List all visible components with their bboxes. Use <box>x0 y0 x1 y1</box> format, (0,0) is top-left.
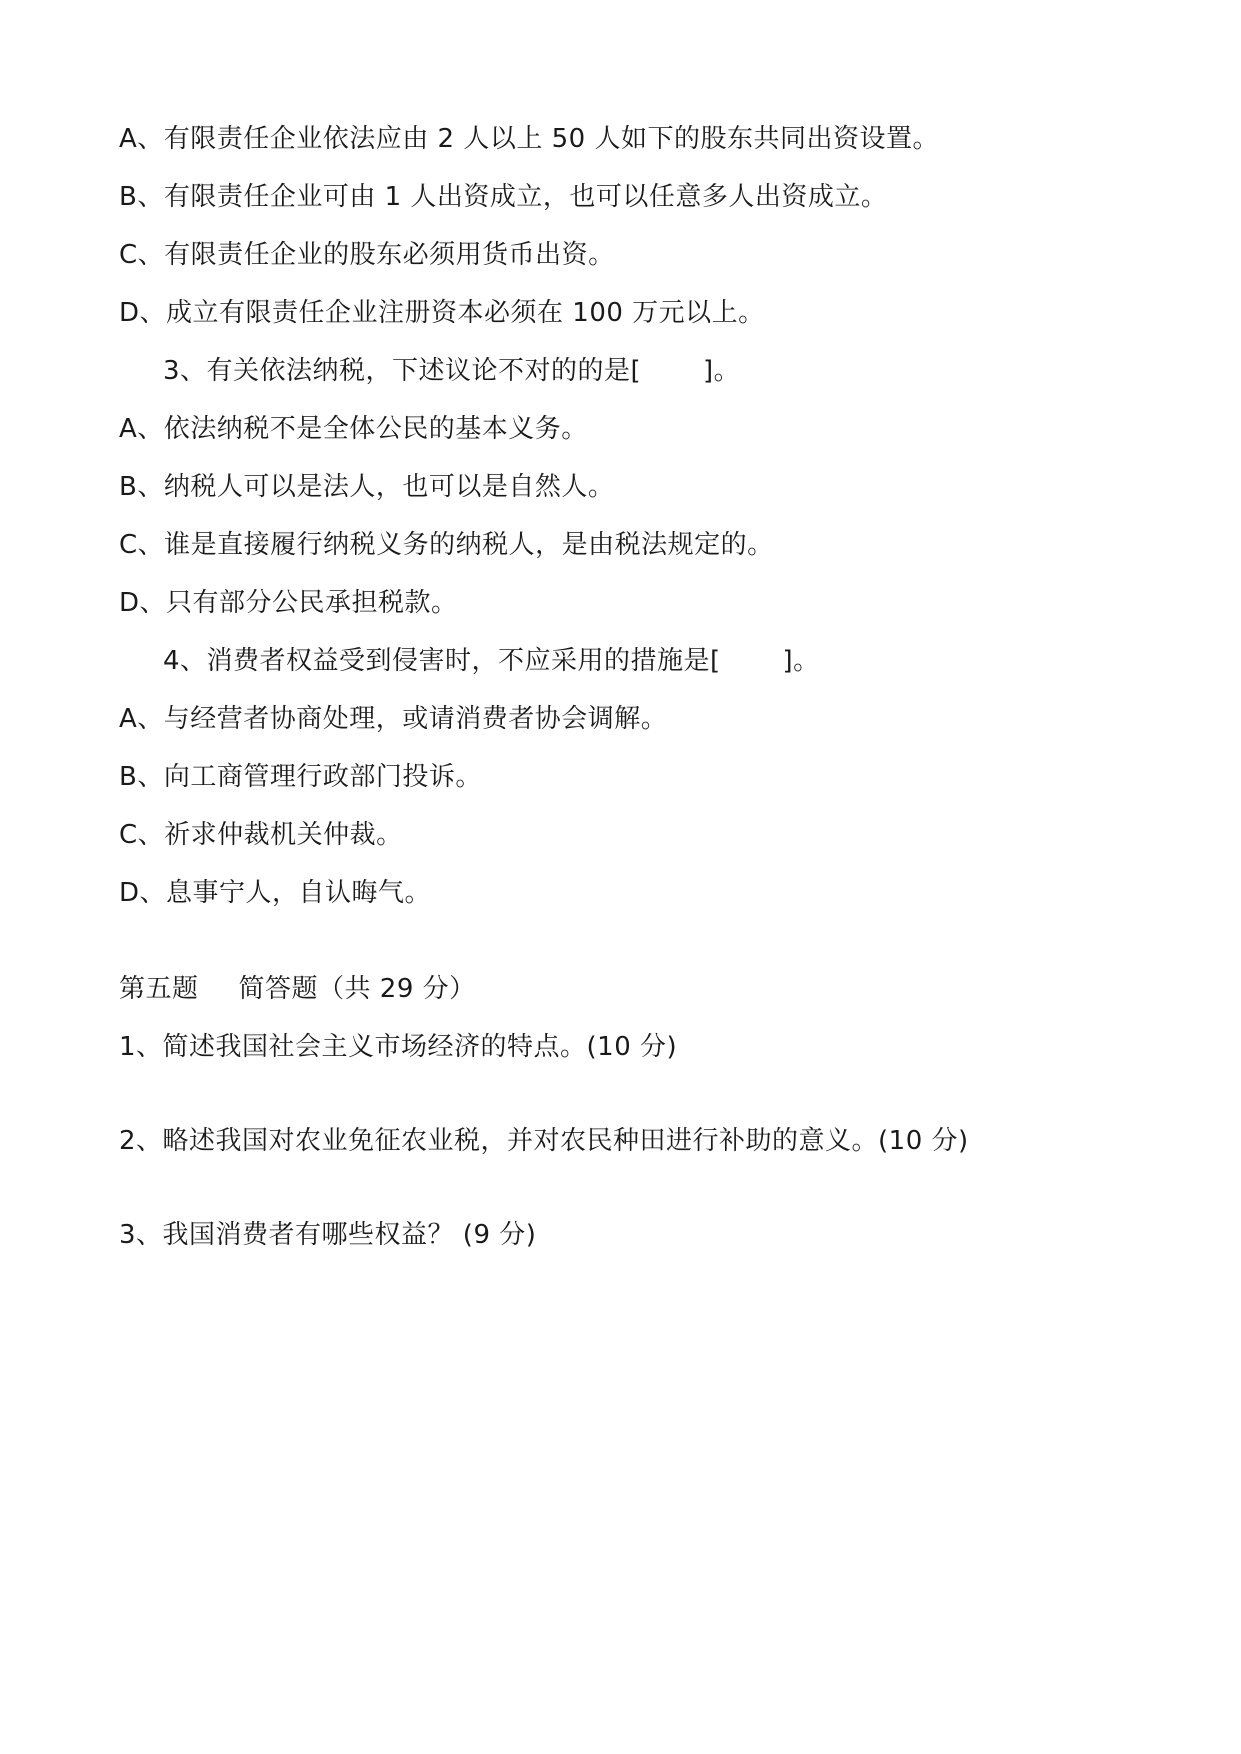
q2-option-b: B、有限责任企业可由 1 人出资成立，也可以任意多人出资成立。 <box>119 182 888 212</box>
section-5-label: 第五题 <box>119 974 199 1004</box>
section-5-heading <box>119 972 476 1006</box>
q4-question: 4、消费者权益受到侵害时，不应采用的措施是[ ]。 <box>163 646 820 676</box>
q4-option-c: C、祈求仲裁机关仲裁。 <box>119 820 403 850</box>
q2-option-a: A、有限责任企业依法应由 2 人以上 50 人如下的股东共同出资设置。 <box>119 124 939 154</box>
q3-option-a: A、依法纳税不是全体公民的基本义务。 <box>119 414 588 444</box>
section-5-title: 简答题（共 29 分） <box>238 974 476 1004</box>
q3-option-d: D、只有部分公民承担税款。 <box>119 588 458 618</box>
q4-option-a: A、与经营者协商处理，或请消费者协会调解。 <box>119 704 668 734</box>
short-answer-2: 2、略述我国对农业免征农业税，并对农民种田进行补助的意义。(10 分) <box>119 1126 969 1156</box>
q3-question: 3、有关依法纳税，下述议论不对的的是[ ]。 <box>163 356 741 386</box>
short-answer-3: 3、我国消费者有哪些权益？ (9 分) <box>119 1220 537 1250</box>
q3-option-c: C、谁是直接履行纳税义务的纳税人，是由税法规定的。 <box>119 530 774 560</box>
q3-option-b: B、纳税人可以是法人，也可以是自然人。 <box>119 472 615 502</box>
q4-option-d: D、息事宁人，自认晦气。 <box>119 878 432 908</box>
q2-option-d: D、成立有限责任企业注册资本必须在 100 万元以上。 <box>119 298 765 328</box>
short-answer-1: 1、简述我国社会主义市场经济的特点。(10 分) <box>119 1032 678 1062</box>
q2-option-c: C、有限责任企业的股东必须用货币出资。 <box>119 240 615 270</box>
q4-option-b: B、向工商管理行政部门投诉。 <box>119 762 482 792</box>
